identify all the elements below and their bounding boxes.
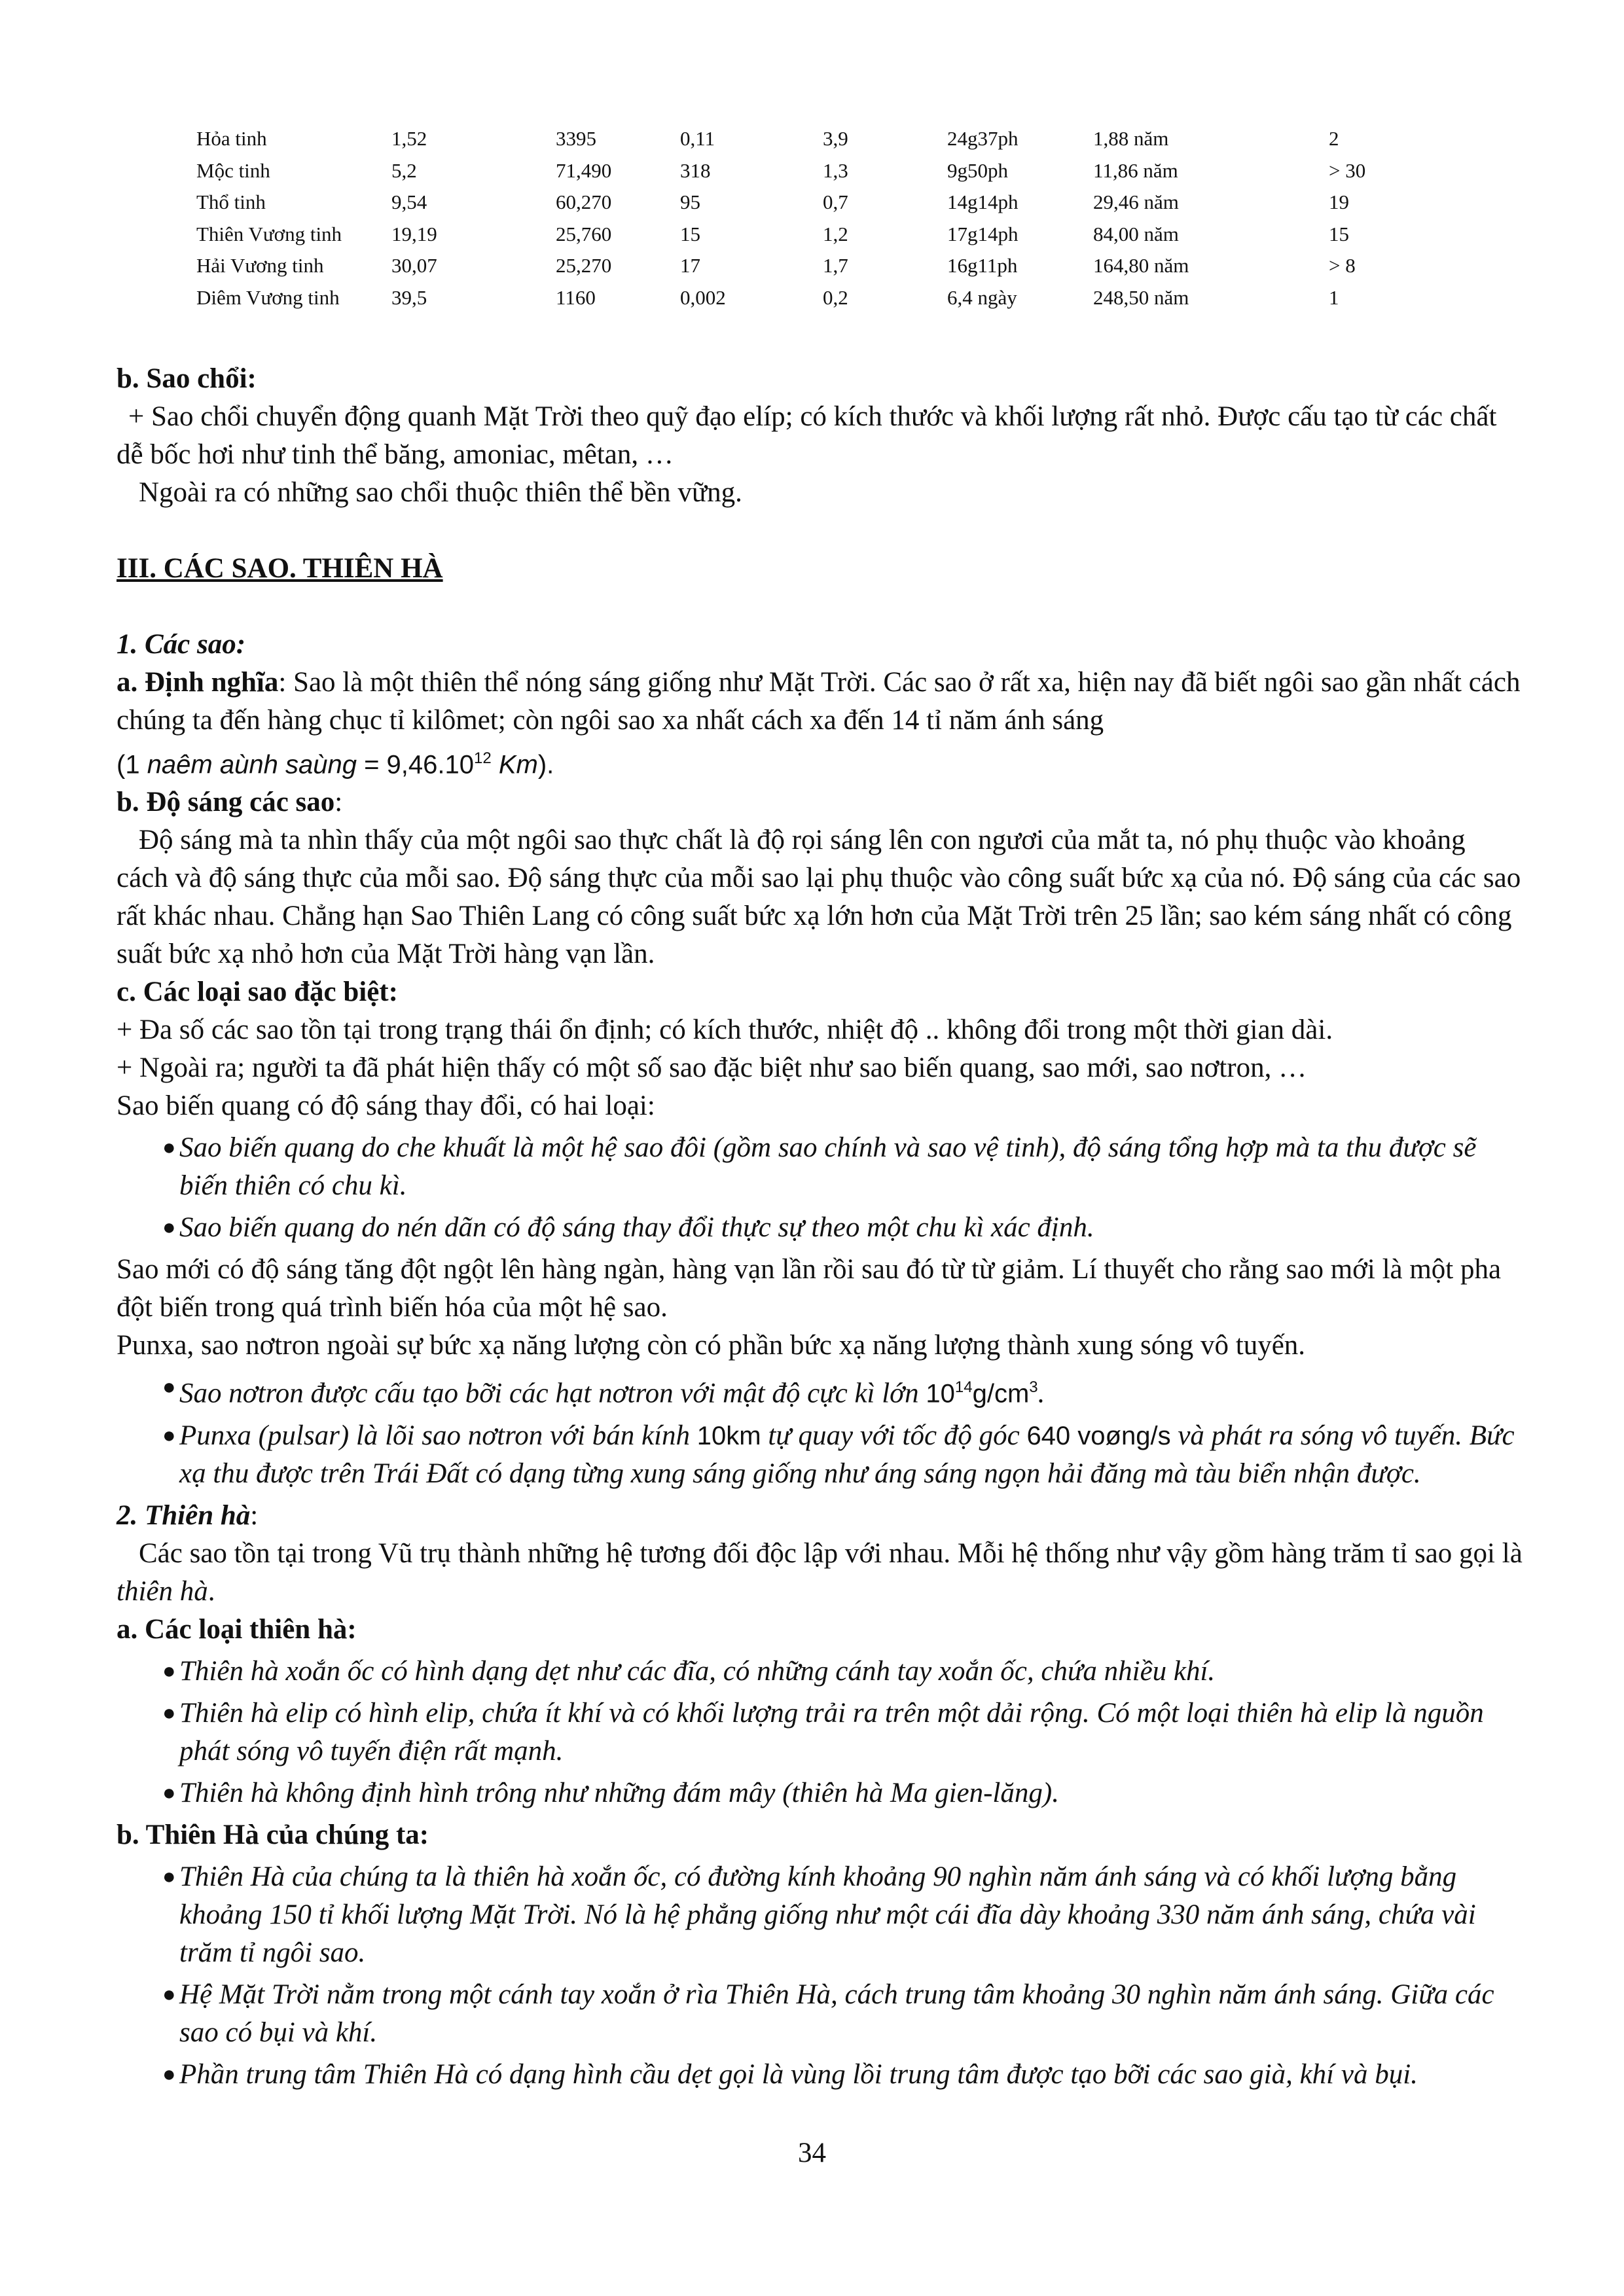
planet-table-cell: 1,2 xyxy=(823,222,848,245)
planet-table-cell: 24g37ph xyxy=(947,127,1019,151)
nova-paragraph: Sao mới có độ sáng tăng đột ngột lên hàng ngàn, hàng vạn lần rồi sau đó từ từ giảm. Lí thuyết cho rằng sao mới là một pha đột biến trong quá trình biến hóa của một hệ sao. xyxy=(117,1254,1502,1323)
bullet-icon: ● xyxy=(162,1700,176,1725)
variable-stars-intro: Sao biến quang có độ sáng thay đổi, có hai loại: xyxy=(117,1090,655,1122)
special-stars-paragraph-2: + Ngoài ra; người ta đã phát hiện thấy có một số sao đặc biệt như sao biến quang, sao mới, sao nơtron, … xyxy=(117,1052,1307,1084)
planet-table-row xyxy=(196,282,1440,314)
planet-table-cell: 9g50ph xyxy=(947,158,1008,182)
bullet-item: ● Punxa (pulsar) là lõi sao nơtron với bán kính 10km tự quay với tốc độ góc 640 voøng/s và phát ra sóng vô tuyến. Bức xạ thu được trên Trái Đất có dạng từng xung sáng giống như áng sáng ngọn hải đăng mà tàu biển nhận được. xyxy=(117,1417,1524,1493)
planet-table-body xyxy=(196,123,1440,314)
brightness-paragraph: Độ sáng mà ta nhìn thấy của một ngôi sao thực chất là độ rọi sáng lên con ngươi của mắt ta, nó phụ thuộc vào khoảng cách và độ sáng thực của mỗi sao. Độ sáng thực của mỗi sao lại phụ thuộc vào công suất bức xạ của nó. Độ sáng của các sao rất khác nhau. Chẳng hạn Sao Thiên Lang có công suất bức xạ lớn hơn của Mặt Trời trên 25 lần; sao kém sáng nhất có công suất bức xạ nhỏ hơn của Mặt Trời hàng vạn lần. xyxy=(117,825,1521,970)
planet-table-cell: 15 xyxy=(1329,222,1349,245)
comet-paragraph-1: + Sao chổi chuyển động quanh Mặt Trời theo quỹ đạo elíp; có kích thước và khối lượng rất nhỏ. Được cấu tạo từ các chất dễ bốc hơi như tinh thể băng, amoniac, mêtan, … xyxy=(117,401,1497,470)
special-stars-heading: c. Các loại sao đặc biệt: xyxy=(117,977,398,1008)
our-galaxy-list xyxy=(117,1858,1524,2094)
planet-table-cell: Thiên Vương tinh xyxy=(196,222,342,245)
bullet-icon: ● xyxy=(162,1215,176,1240)
pulsar-intro: Punxa, sao nơtron ngoài sự bức xạ năng lượng còn có phần bức xạ năng lượng thành xung sóng vô tuyến. xyxy=(117,1330,1306,1361)
planet-table-cell: Hải Vương tinh xyxy=(196,254,324,278)
planet-table-cell: > 8 xyxy=(1329,254,1356,278)
section-heading-stars-galaxies: III. CÁC SAO. THIÊN HÀ xyxy=(117,553,443,584)
bullet-item: ● Hệ Mặt Trời nằm trong một cánh tay xoắn ở rìa Thiên Hà, cách trung tâm khoảng 30 nghìn năm ánh sáng. Giữa các sao có bụi và khí. xyxy=(117,1976,1524,2052)
light-year-formula: (1 naêm aùnh saùng = $9,46.10^{12}$ Km). xyxy=(117,749,554,780)
bullet-item: ● Thiên hà không định hình trông như những đám mây (thiên hà Ma gien-lăng). xyxy=(117,1774,1524,1812)
planet-table-cell: 71,490 xyxy=(556,158,612,182)
comet-heading: b. Sao chổi: xyxy=(117,363,257,394)
planet-table-cell: 11,86 năm xyxy=(1093,158,1178,182)
stars-heading: 1. Các sao: xyxy=(117,629,246,660)
planet-table-cell: 25,760 xyxy=(556,222,612,245)
planet-table-cell: 3,9 xyxy=(823,127,848,151)
bullet-item: ● Sao nơtron được cấu tạo bỡi các hạt nơtron với mật độ cực kì lớn $10^{14}g/cm^3$. xyxy=(117,1369,1524,1412)
planet-table-cell: 0,7 xyxy=(823,190,848,214)
planet-table-cell: 60,270 xyxy=(556,190,612,214)
planet-table-cell: 0,11 xyxy=(680,127,715,151)
planet-table-cell: 1,3 xyxy=(823,158,848,182)
bullet-icon: ● xyxy=(162,1864,176,1889)
planet-table-cell: 19,19 xyxy=(391,222,437,245)
planet-table-cell: 248,50 năm xyxy=(1093,285,1189,309)
planet-table-row xyxy=(196,187,1440,219)
galaxy-intro: Các sao tồn tại trong Vũ trụ thành những hệ tương đối độc lập với nhau. Mỗi hệ thống như vậy gồm hàng trăm tỉ sao gọi là thiên hà. xyxy=(117,1537,1523,1607)
brightness-heading: b. Độ sáng các sao: xyxy=(117,787,343,818)
planet-table-row xyxy=(196,123,1440,155)
planet-table-cell: Mộc tinh xyxy=(196,158,270,182)
bullet-icon: ● xyxy=(162,1423,176,1448)
our-galaxy-heading: b. Thiên Hà của chúng ta: xyxy=(117,1819,429,1850)
planet-table-cell: 9,54 xyxy=(391,190,427,214)
planet-table-cell: 1,88 năm xyxy=(1093,127,1169,151)
special-stars-paragraph-1: + Đa số các sao tồn tại trong trạng thái ổn định; có kích thước, nhiệt độ .. không đổi trong một thời gian dài. xyxy=(117,1014,1333,1046)
planet-table-cell: 5,2 xyxy=(391,158,417,182)
galaxy-types-list xyxy=(117,1653,1524,1812)
planet-table-cell: 164,80 năm xyxy=(1093,254,1189,278)
planet-table-cell: > 30 xyxy=(1329,158,1366,182)
bullet-icon: ● xyxy=(162,1780,176,1805)
bullet-item: ● Phần trung tâm Thiên Hà có dạng hình cầu dẹt gọi là vùng lồi trung tâm được tạo bỡi các sao già, khí và bụi. xyxy=(117,2056,1524,2094)
page-number: 34 xyxy=(798,2138,826,2168)
planet-table-row xyxy=(196,219,1440,251)
planet-table-cell: Hỏa tinh xyxy=(196,127,267,151)
bullet-item: ● Sao biến quang do che khuất là một hệ sao đôi (gồm sao chính và sao vệ tinh), độ sáng tổng hợp mà ta thu được sẽ biến thiên có chu kì. xyxy=(117,1129,1524,1205)
planet-table-cell: 14g14ph xyxy=(947,190,1019,214)
planet-data-table xyxy=(196,123,1440,314)
bullet-item: ● Thiên hà elip có hình elip, chứa ít khí và có khối lượng trải ra trên một dải rộng. Có một loại thiên hà elip là nguồn phát sóng vô tuyến điện rất mạnh. xyxy=(117,1695,1524,1770)
planet-table-row xyxy=(196,155,1440,187)
planet-table-cell: 39,5 xyxy=(391,285,427,309)
planet-table-cell: 3395 xyxy=(556,127,596,151)
planet-table-row xyxy=(196,250,1440,282)
planet-table-cell: 6,4 ngày xyxy=(947,285,1017,309)
bullet-icon: ● xyxy=(162,1136,176,1160)
planet-table-cell: 1 xyxy=(1329,285,1339,309)
planet-table-cell: 19 xyxy=(1329,190,1349,214)
galaxy-types-heading: a. Các loại thiên hà: xyxy=(117,1613,357,1645)
planet-table-cell: 1,7 xyxy=(823,254,848,278)
planet-table-cell: 30,07 xyxy=(391,254,437,278)
bullet-item: ● Thiên Hà của chúng ta là thiên hà xoắn ốc, có đường kính khoảng 90 nghìn năm ánh sáng và có khối lượng bằng khoảng 150 tỉ khối lượng Mặt Trời. Nó là hệ phẳng giống như một cái đĩa dày khoảng 330 năm ánh sáng, chứa vài trăm tỉ ngôi sao. xyxy=(117,1858,1524,1972)
planet-table-cell: 1160 xyxy=(556,285,596,309)
definition-text: : Sao là một thiên thể nóng sáng giống như Mặt Trời. Các sao ở rất xa, hiện nay đã biết ngôi sao gần nhất cách chúng ta đến hàng chục tỉ kilômet; còn ngôi sao xa nhất cách xa đến 14 tỉ năm ánh sáng xyxy=(117,667,1521,736)
planet-table-cell: 1,52 xyxy=(391,127,427,151)
bullet-item: ● Thiên hà xoắn ốc có hình dạng dẹt như các đĩa, có những cánh tay xoắn ốc, chứa nhiều khí. xyxy=(117,1653,1524,1691)
planet-table-cell: 15 xyxy=(680,222,700,245)
definition-paragraph xyxy=(117,664,1524,740)
planet-table-cell: 95 xyxy=(680,190,700,214)
page-body xyxy=(117,360,1524,2098)
planet-table-cell: 25,270 xyxy=(556,254,612,278)
planet-table-cell: 0,002 xyxy=(680,285,726,309)
planet-table-cell: 16g11ph xyxy=(947,254,1018,278)
bullet-icon: ● xyxy=(162,1659,176,1683)
planet-table-cell: 17 xyxy=(680,254,700,278)
planet-table-cell: 29,46 năm xyxy=(1093,190,1179,214)
bullet-item: ● Sao biến quang do nén dãn có độ sáng thay đổi thực sự theo một chu kì xác định. xyxy=(117,1209,1524,1247)
galaxy-heading: 2. Thiên hà: xyxy=(117,1499,259,1531)
definition-label: a. Định nghĩa xyxy=(117,667,279,698)
planet-table-cell: 0,2 xyxy=(823,285,848,309)
planet-table-cell: Diêm Vương tinh xyxy=(196,285,340,309)
comet-paragraph-2: Ngoài ra có những sao chổi thuộc thiên thể bền vững. xyxy=(139,477,742,508)
planet-table-cell: 84,00 năm xyxy=(1093,222,1179,245)
planet-table-cell: 17g14ph xyxy=(947,222,1019,245)
bullet-icon: ● xyxy=(162,1375,176,1400)
bullet-icon: ● xyxy=(162,1982,176,2007)
planet-table-cell: Thổ tinh xyxy=(196,190,266,214)
bullet-icon: ● xyxy=(162,2062,176,2087)
planet-table-cell: 2 xyxy=(1329,127,1339,151)
planet-table-cell: 318 xyxy=(680,158,711,182)
